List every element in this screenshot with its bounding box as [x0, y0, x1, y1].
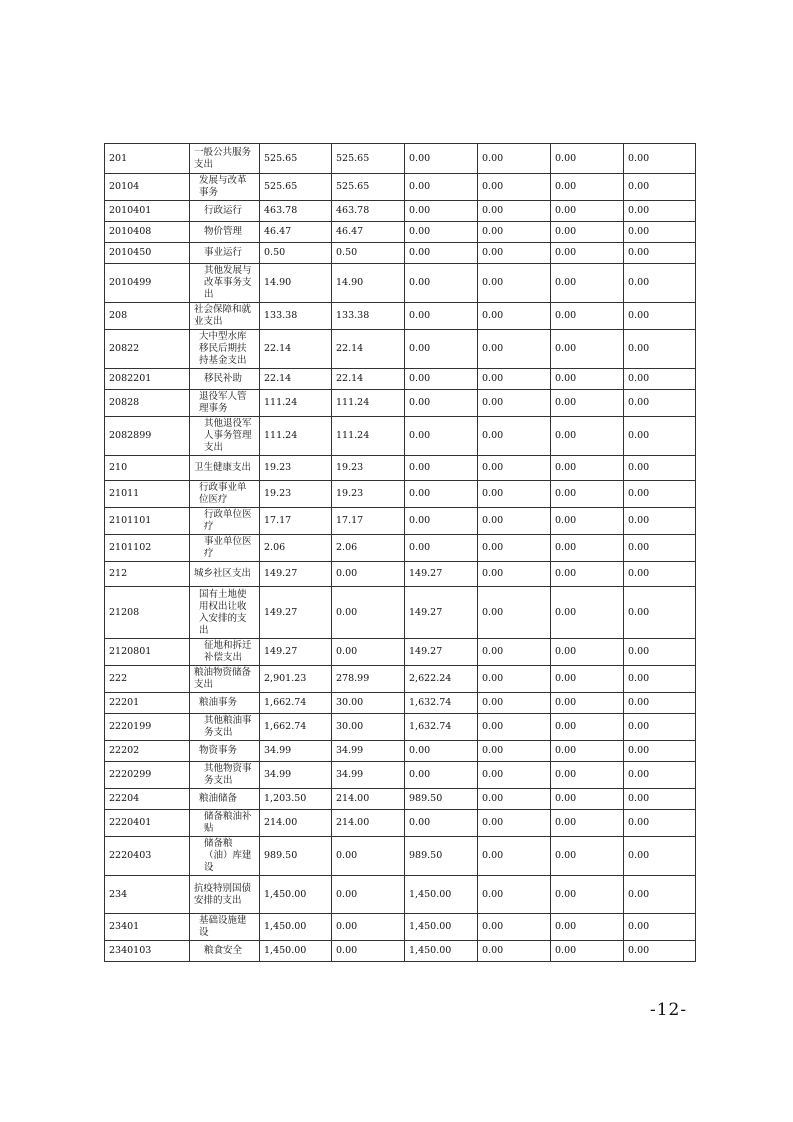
- amount-cell: 30.00: [332, 714, 405, 741]
- subject-code-cell: 208: [105, 303, 190, 330]
- amount-cell: 46.47: [260, 222, 332, 243]
- subject-name-cell: 粮油物资储备支出: [190, 666, 260, 693]
- amount-cell: 0.00: [624, 390, 696, 417]
- subject-code-cell: 212: [105, 562, 190, 587]
- amount-cell: 0.00: [551, 243, 624, 264]
- amount-cell: 0.00: [478, 369, 551, 390]
- amount-cell: 0.00: [624, 587, 696, 639]
- amount-cell: 0.00: [332, 914, 405, 941]
- amount-cell: 0.00: [624, 810, 696, 837]
- subject-name-cell: 粮食安全: [190, 941, 260, 962]
- amount-cell: 1,632.74: [405, 714, 478, 741]
- amount-cell: 214.00: [332, 789, 405, 810]
- amount-cell: 0.00: [624, 508, 696, 535]
- subject-name-cell: 储备粮油补贴: [190, 810, 260, 837]
- amount-cell: 0.00: [478, 810, 551, 837]
- amount-cell: 0.00: [405, 144, 478, 174]
- amount-cell: 0.00: [478, 264, 551, 303]
- subject-code-cell: 2220199: [105, 714, 190, 741]
- amount-cell: 0.00: [478, 741, 551, 762]
- subject-name-cell: 事业运行: [190, 243, 260, 264]
- amount-cell: 0.00: [624, 222, 696, 243]
- amount-cell: 1,450.00: [405, 914, 478, 941]
- amount-cell: 463.78: [260, 201, 332, 222]
- amount-cell: 0.00: [624, 762, 696, 789]
- table-row: [105, 810, 696, 837]
- subject-code-cell: 2220299: [105, 762, 190, 789]
- subject-name-cell: 社会保障和就业支出: [190, 303, 260, 330]
- subject-code-cell: 2082899: [105, 417, 190, 456]
- amount-cell: 149.27: [405, 587, 478, 639]
- subject-name-cell: 退役军人管理事务: [190, 390, 260, 417]
- amount-cell: 0.00: [551, 741, 624, 762]
- table-row: [105, 693, 696, 714]
- amount-cell: 111.24: [260, 390, 332, 417]
- amount-cell: 1,632.74: [405, 693, 478, 714]
- subject-code-cell: 23401: [105, 914, 190, 941]
- subject-name-cell: 其他粮油事务支出: [190, 714, 260, 741]
- subject-code-cell: 222: [105, 666, 190, 693]
- amount-cell: 0.00: [478, 587, 551, 639]
- amount-cell: 0.00: [405, 390, 478, 417]
- amount-cell: 0.00: [405, 303, 478, 330]
- amount-cell: 0.00: [624, 562, 696, 587]
- amount-cell: 0.00: [624, 914, 696, 941]
- subject-code-cell: 21208: [105, 587, 190, 639]
- amount-cell: 463.78: [332, 201, 405, 222]
- table-row: [105, 144, 696, 174]
- subject-code-cell: 201: [105, 144, 190, 174]
- amount-cell: 0.00: [624, 264, 696, 303]
- amount-cell: 0.00: [551, 369, 624, 390]
- amount-cell: 0.00: [478, 535, 551, 562]
- subject-name-cell: 行政运行: [190, 201, 260, 222]
- amount-cell: 0.50: [332, 243, 405, 264]
- amount-cell: 0.00: [624, 369, 696, 390]
- amount-cell: 0.00: [551, 303, 624, 330]
- amount-cell: 0.00: [624, 741, 696, 762]
- subject-name-cell: 城乡社区支出: [190, 562, 260, 587]
- amount-cell: 214.00: [260, 810, 332, 837]
- amount-cell: 111.24: [260, 417, 332, 456]
- amount-cell: 0.00: [551, 222, 624, 243]
- amount-cell: 0.00: [551, 666, 624, 693]
- amount-cell: 0.00: [624, 201, 696, 222]
- amount-cell: 0.00: [551, 837, 624, 876]
- amount-cell: 0.00: [551, 810, 624, 837]
- amount-cell: 0.00: [551, 914, 624, 941]
- amount-cell: 0.50: [260, 243, 332, 264]
- amount-cell: 0.00: [478, 762, 551, 789]
- table-body: [105, 144, 696, 962]
- amount-cell: 0.00: [624, 666, 696, 693]
- amount-cell: 0.00: [478, 330, 551, 369]
- table-row: [105, 639, 696, 666]
- subject-code-cell: 20828: [105, 390, 190, 417]
- subject-name-cell: 行政单位医疗: [190, 508, 260, 535]
- subject-code-cell: 22204: [105, 789, 190, 810]
- subject-name-cell: 基础设施建设: [190, 914, 260, 941]
- amount-cell: 0.00: [332, 941, 405, 962]
- amount-cell: 214.00: [332, 810, 405, 837]
- subject-name-cell: 征地和拆迁补偿支出: [190, 639, 260, 666]
- amount-cell: 0.00: [478, 714, 551, 741]
- amount-cell: 0.00: [551, 174, 624, 201]
- amount-cell: 22.14: [332, 369, 405, 390]
- amount-cell: 0.00: [624, 417, 696, 456]
- amount-cell: 0.00: [405, 810, 478, 837]
- amount-cell: 0.00: [478, 456, 551, 481]
- amount-cell: 0.00: [478, 508, 551, 535]
- table-row: [105, 562, 696, 587]
- amount-cell: 0.00: [478, 481, 551, 508]
- amount-cell: 149.27: [405, 562, 478, 587]
- amount-cell: 0.00: [624, 837, 696, 876]
- table-row: [105, 369, 696, 390]
- amount-cell: 0.00: [405, 456, 478, 481]
- subject-name-cell: 卫生健康支出: [190, 456, 260, 481]
- subject-code-cell: 2082201: [105, 369, 190, 390]
- amount-cell: 0.00: [624, 639, 696, 666]
- amount-cell: 0.00: [551, 639, 624, 666]
- amount-cell: 525.65: [332, 144, 405, 174]
- amount-cell: 0.00: [478, 562, 551, 587]
- amount-cell: 989.50: [260, 837, 332, 876]
- amount-cell: 0.00: [624, 456, 696, 481]
- table-row: [105, 587, 696, 639]
- amount-cell: 0.00: [405, 222, 478, 243]
- amount-cell: 0.00: [478, 390, 551, 417]
- subject-name-cell: 事业单位医疗: [190, 535, 260, 562]
- amount-cell: 1,450.00: [260, 941, 332, 962]
- amount-cell: 34.99: [260, 762, 332, 789]
- amount-cell: 22.14: [260, 330, 332, 369]
- amount-cell: 0.00: [405, 762, 478, 789]
- amount-cell: 2.06: [260, 535, 332, 562]
- amount-cell: 0.00: [624, 303, 696, 330]
- amount-cell: 0.00: [551, 941, 624, 962]
- subject-name-cell: 国有土地使用权出让收入安排的支出: [190, 587, 260, 639]
- table-row: [105, 243, 696, 264]
- subject-code-cell: 2101101: [105, 508, 190, 535]
- subject-name-cell: 大中型水库移民后期扶持基金支出: [190, 330, 260, 369]
- amount-cell: 0.00: [332, 587, 405, 639]
- amount-cell: 0.00: [551, 562, 624, 587]
- expenditure-table-container: [104, 143, 695, 962]
- subject-name-cell: 物价管理: [190, 222, 260, 243]
- subject-code-cell: 20104: [105, 174, 190, 201]
- amount-cell: 0.00: [551, 144, 624, 174]
- amount-cell: 30.00: [332, 693, 405, 714]
- subject-code-cell: 2101102: [105, 535, 190, 562]
- amount-cell: 0.00: [624, 174, 696, 201]
- amount-cell: 278.99: [332, 666, 405, 693]
- amount-cell: 17.17: [260, 508, 332, 535]
- amount-cell: 0.00: [551, 714, 624, 741]
- amount-cell: 0.00: [551, 535, 624, 562]
- amount-cell: 0.00: [624, 330, 696, 369]
- subject-code-cell: 22201: [105, 693, 190, 714]
- amount-cell: 0.00: [551, 481, 624, 508]
- amount-cell: 46.47: [332, 222, 405, 243]
- table-row: [105, 837, 696, 876]
- amount-cell: 34.99: [332, 762, 405, 789]
- subject-code-cell: 2120801: [105, 639, 190, 666]
- subject-name-cell: 一般公共服务支出: [190, 144, 260, 174]
- amount-cell: 0.00: [624, 481, 696, 508]
- amount-cell: 0.00: [551, 417, 624, 456]
- amount-cell: 1,662.74: [260, 714, 332, 741]
- table-row: [105, 222, 696, 243]
- amount-cell: 22.14: [332, 330, 405, 369]
- amount-cell: 0.00: [551, 693, 624, 714]
- table-row: [105, 264, 696, 303]
- subject-code-cell: 2340103: [105, 941, 190, 962]
- amount-cell: 22.14: [260, 369, 332, 390]
- subject-name-cell: 其他退役军人事务管理支出: [190, 417, 260, 456]
- table-row: [105, 789, 696, 810]
- amount-cell: 0.00: [624, 714, 696, 741]
- amount-cell: 0.00: [405, 243, 478, 264]
- amount-cell: 0.00: [478, 222, 551, 243]
- subject-name-cell: 粮油储备: [190, 789, 260, 810]
- amount-cell: 0.00: [551, 762, 624, 789]
- amount-cell: 0.00: [478, 914, 551, 941]
- amount-cell: 0.00: [624, 876, 696, 914]
- amount-cell: 19.23: [332, 456, 405, 481]
- amount-cell: 1,662.74: [260, 693, 332, 714]
- table-row: [105, 508, 696, 535]
- subject-code-cell: 2010401: [105, 201, 190, 222]
- amount-cell: 0.00: [624, 693, 696, 714]
- subject-code-cell: 210: [105, 456, 190, 481]
- subject-code-cell: 2010408: [105, 222, 190, 243]
- amount-cell: 19.23: [332, 481, 405, 508]
- amount-cell: 0.00: [551, 876, 624, 914]
- amount-cell: 0.00: [405, 264, 478, 303]
- amount-cell: 34.99: [260, 741, 332, 762]
- subject-name-cell: 其他物资事务支出: [190, 762, 260, 789]
- amount-cell: 0.00: [405, 481, 478, 508]
- subject-code-cell: 234: [105, 876, 190, 914]
- amount-cell: 19.23: [260, 456, 332, 481]
- amount-cell: 0.00: [405, 508, 478, 535]
- amount-cell: 0.00: [478, 693, 551, 714]
- amount-cell: 149.27: [260, 587, 332, 639]
- amount-cell: 0.00: [478, 201, 551, 222]
- amount-cell: 111.24: [332, 390, 405, 417]
- subject-code-cell: 20822: [105, 330, 190, 369]
- amount-cell: 0.00: [624, 535, 696, 562]
- table-row: [105, 174, 696, 201]
- subject-code-cell: 2010450: [105, 243, 190, 264]
- amount-cell: 2.06: [332, 535, 405, 562]
- amount-cell: 0.00: [405, 330, 478, 369]
- amount-cell: 1,450.00: [405, 876, 478, 914]
- amount-cell: 0.00: [551, 456, 624, 481]
- subject-name-cell: 其他发展与改革事务支出: [190, 264, 260, 303]
- amount-cell: 2,901.23: [260, 666, 332, 693]
- subject-name-cell: 粮油事务: [190, 693, 260, 714]
- table-row: [105, 666, 696, 693]
- subject-name-cell: 行政事业单位医疗: [190, 481, 260, 508]
- subject-code-cell: 2010499: [105, 264, 190, 303]
- subject-code-cell: 21011: [105, 481, 190, 508]
- amount-cell: 1,450.00: [260, 876, 332, 914]
- amount-cell: 0.00: [551, 330, 624, 369]
- amount-cell: 17.17: [332, 508, 405, 535]
- table-row: [105, 914, 696, 941]
- amount-cell: 0.00: [405, 369, 478, 390]
- table-row: [105, 303, 696, 330]
- amount-cell: 1,203.50: [260, 789, 332, 810]
- amount-cell: 0.00: [551, 508, 624, 535]
- subject-name-cell: 储备粮（油）库建设: [190, 837, 260, 876]
- amount-cell: 0.00: [478, 174, 551, 201]
- amount-cell: 0.00: [551, 390, 624, 417]
- table-row: [105, 741, 696, 762]
- amount-cell: 0.00: [551, 789, 624, 810]
- table-row: [105, 714, 696, 741]
- amount-cell: 0.00: [624, 789, 696, 810]
- table-row: [105, 481, 696, 508]
- amount-cell: 0.00: [478, 639, 551, 666]
- amount-cell: 0.00: [478, 243, 551, 264]
- amount-cell: 0.00: [405, 417, 478, 456]
- amount-cell: 0.00: [332, 837, 405, 876]
- amount-cell: 0.00: [332, 562, 405, 587]
- amount-cell: 0.00: [478, 876, 551, 914]
- amount-cell: 0.00: [551, 264, 624, 303]
- amount-cell: 0.00: [624, 941, 696, 962]
- table-row: [105, 201, 696, 222]
- amount-cell: 0.00: [478, 303, 551, 330]
- subject-code-cell: 2220403: [105, 837, 190, 876]
- amount-cell: 525.65: [260, 174, 332, 201]
- table-row: [105, 535, 696, 562]
- amount-cell: 0.00: [332, 876, 405, 914]
- table-row: [105, 762, 696, 789]
- amount-cell: 34.99: [332, 741, 405, 762]
- amount-cell: 0.00: [478, 144, 551, 174]
- amount-cell: 149.27: [405, 639, 478, 666]
- page-number: -12-: [650, 1000, 688, 1020]
- amount-cell: 1,450.00: [260, 914, 332, 941]
- subject-name-cell: 发展与改革事务: [190, 174, 260, 201]
- amount-cell: 0.00: [478, 789, 551, 810]
- amount-cell: 525.65: [260, 144, 332, 174]
- amount-cell: 525.65: [332, 174, 405, 201]
- amount-cell: 0.00: [478, 837, 551, 876]
- amount-cell: 0.00: [551, 201, 624, 222]
- amount-cell: 133.38: [260, 303, 332, 330]
- table-row: [105, 390, 696, 417]
- table-row: [105, 330, 696, 369]
- amount-cell: 0.00: [478, 941, 551, 962]
- amount-cell: 0.00: [478, 666, 551, 693]
- amount-cell: 0.00: [405, 535, 478, 562]
- amount-cell: 0.00: [624, 144, 696, 174]
- amount-cell: 0.00: [478, 417, 551, 456]
- amount-cell: 19.23: [260, 481, 332, 508]
- subject-name-cell: 抗疫特别国债安排的支出: [190, 876, 260, 914]
- amount-cell: 149.27: [260, 639, 332, 666]
- amount-cell: 0.00: [405, 201, 478, 222]
- amount-cell: 0.00: [405, 174, 478, 201]
- table-row: [105, 876, 696, 914]
- subject-name-cell: 物资事务: [190, 741, 260, 762]
- amount-cell: 111.24: [332, 417, 405, 456]
- table-row: [105, 456, 696, 481]
- amount-cell: 989.50: [405, 789, 478, 810]
- amount-cell: 0.00: [332, 639, 405, 666]
- amount-cell: 2,622.24: [405, 666, 478, 693]
- table-row: [105, 417, 696, 456]
- expenditure-table: [104, 143, 696, 962]
- amount-cell: 14.90: [260, 264, 332, 303]
- amount-cell: 14.90: [332, 264, 405, 303]
- amount-cell: 1,450.00: [405, 941, 478, 962]
- subject-code-cell: 2220401: [105, 810, 190, 837]
- amount-cell: 0.00: [624, 243, 696, 264]
- amount-cell: 149.27: [260, 562, 332, 587]
- table-row: [105, 941, 696, 962]
- amount-cell: 0.00: [551, 587, 624, 639]
- amount-cell: 133.38: [332, 303, 405, 330]
- amount-cell: 989.50: [405, 837, 478, 876]
- subject-name-cell: 移民补助: [190, 369, 260, 390]
- amount-cell: 0.00: [405, 741, 478, 762]
- subject-code-cell: 22202: [105, 741, 190, 762]
